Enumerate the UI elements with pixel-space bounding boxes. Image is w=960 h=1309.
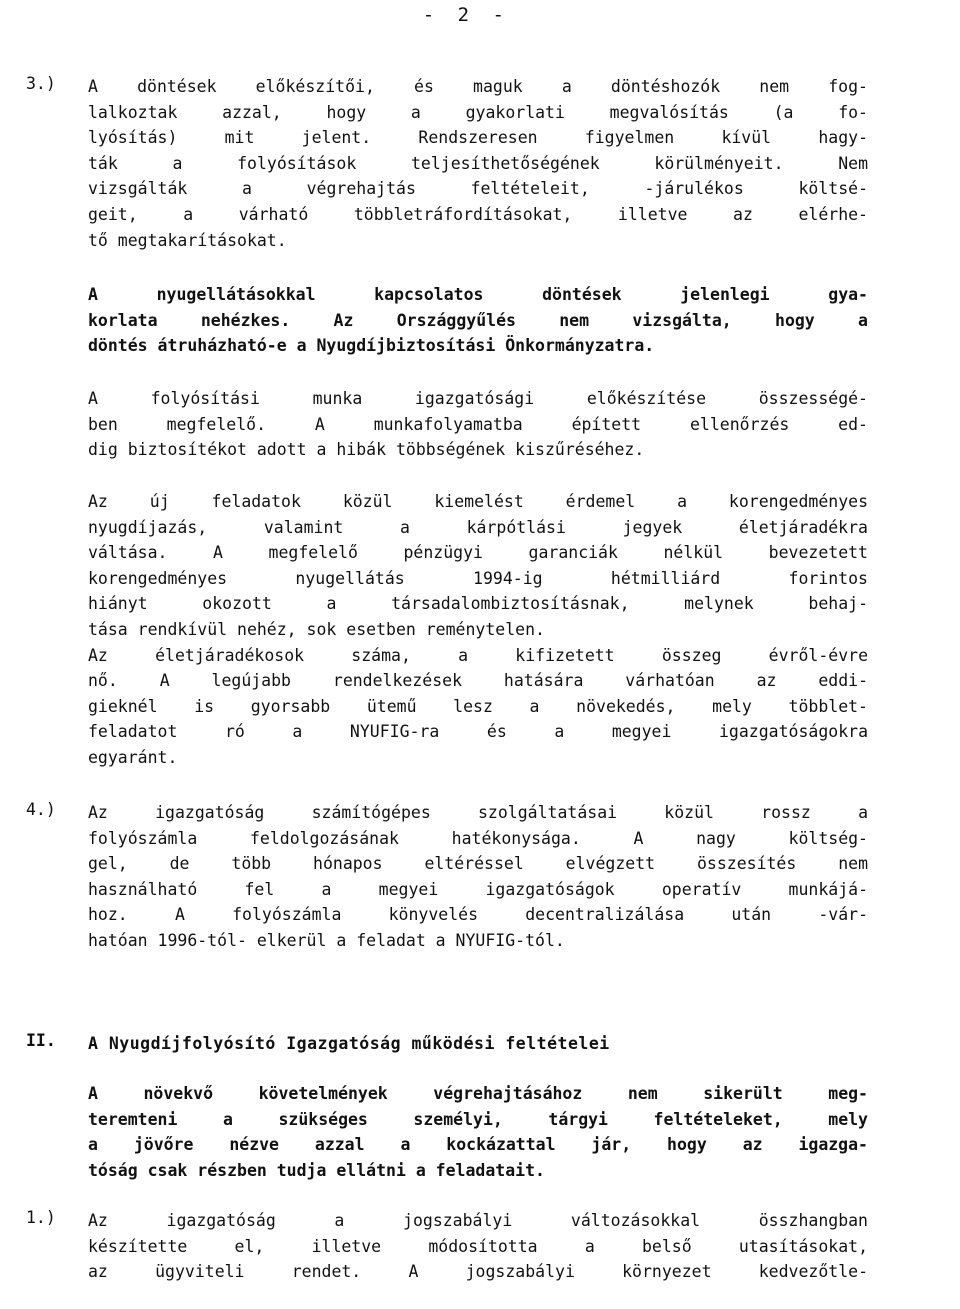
text-line: A növekvő követelmények végrehajtásához nem sikerült meg- [88, 1084, 868, 1103]
text-line: nő. A legújabb rendelkezések hatására várhatóan az eddi- [88, 671, 868, 691]
item-4-paragraph-1 [88, 800, 868, 954]
text-line: hatóan 1996-tól- elkerül a feladat a NYUFIG-tól. [88, 930, 565, 950]
text-line: a jövőre nézve azzal a kockázattal jár, hogy az igazga- [88, 1135, 868, 1155]
text-line: gel, de több hónapos eltéréssel elvégzett összesítés nem [88, 854, 868, 874]
text-line: tő megtakarításokat. [88, 230, 287, 250]
text-line: Az igazgatóság a jogszabályi változásokkal összhangban [88, 1211, 868, 1230]
text-line: Az igazgatóság számítógépes szolgáltatásai közül rossz a [88, 803, 868, 822]
text-line: hoz. A folyószámla könyvelés decentralizálása után -vár- [88, 905, 868, 925]
item-3-paragraph-1 [88, 74, 868, 253]
text-line: gieknél is gyorsabb ütemű lesz a növekedés, mely többlet- [88, 696, 868, 716]
page-number: - 2 - [422, 4, 510, 26]
text-line: váltása. A megfelelő pénzügyi garanciák nélkül bevezetett [88, 543, 868, 563]
text-line: Az új feladatok közül kiemelést érdemel a korengedményes [88, 492, 868, 511]
text-line: feladatot ró a NYUFIG-ra és a megyei igazgatóságokra [88, 722, 868, 742]
text-line: használható fel a megyei igazgatóságok operatív munkájá- [88, 879, 868, 899]
item-3-paragraph-3 [88, 386, 868, 463]
text-line: az ügyviteli rendet. A jogszabályi környezet kedvezőtle- [88, 1262, 868, 1282]
text-line: döntés átruházható-e a Nyugdíjbiztosítási Önkormányzatra. [88, 336, 655, 356]
item-1-paragraph-1 [88, 1208, 868, 1285]
item-3-paragraph-2 [88, 282, 868, 359]
text-line: A folyósítási munka igazgatósági előkészítése összességé- [88, 389, 868, 408]
text-line: hiányt okozott a társadalombiztosításnak, melynek behaj- [88, 594, 868, 614]
chapter-2-heading-block [88, 1031, 868, 1057]
chapter-2-heading: A Nyugdíjfolyósító Igazgatóság működési feltételei [88, 1034, 610, 1053]
text-line: Az életjáradékosok száma, a kifizetett összeg évről-évre [88, 645, 868, 665]
text-line: készítette el, illetve módosította a belső utasításokat, [88, 1236, 868, 1256]
text-line: ben megfelelő. A munkafolyamatba épített ellenőrzés ed- [88, 414, 868, 434]
text-line: tóság csak részben tudja ellátni a feladatait. [88, 1160, 545, 1180]
text-line: lyósítás) mit jelent. Rendszeresen figyelmen kívül hagy- [88, 128, 868, 148]
text-line: geit, a várható többletráfordításokat, illetve az elérhe- [88, 204, 868, 224]
chapter-2-paragraph-1 [88, 1081, 868, 1183]
text-line: korengedményes nyugellátás 1994-ig hétmilliárd forintos [88, 568, 868, 588]
text-line: dig biztosítékot adott a hibák többségének kiszűréséhez. [88, 440, 645, 460]
item-3-marker: 3.) [26, 74, 56, 93]
text-line: egyaránt. [88, 747, 178, 767]
text-line: korlata nehézkes. Az Országgyűlés nem vizsgálta, hogy a [88, 310, 868, 330]
text-line: teremteni a szükséges személyi, tárgyi feltételeket, mely [88, 1109, 868, 1129]
chapter-2-marker: II. [26, 1031, 56, 1050]
text-line: lalkoztak azzal, hogy a gyakorlati megvalósítás (a fo- [88, 102, 868, 122]
text-line: tása rendkívül nehéz, sok esetben reménytelen. [88, 619, 545, 639]
item-1-marker: 1.) [26, 1208, 56, 1227]
item-3-paragraph-4 [88, 489, 868, 771]
text-line: vizsgálták a végrehajtás feltételeit, -járulékos költsé- [88, 179, 868, 199]
text-line: nyugdíjazás, valamint a kárpótlási jegyek életjáradékra [88, 517, 868, 537]
text-line: ták a folyósítások teljesíthetőségének körülményeit. Nem [88, 153, 868, 173]
text-line: folyószámla feldolgozásának hatékonysága. A nagy költség- [88, 828, 868, 848]
text-line: A döntések előkészítői, és maguk a döntéshozók nem fog- [88, 77, 868, 96]
item-4-marker: 4.) [26, 800, 56, 819]
text-line: A nyugellátásokkal kapcsolatos döntések jelenlegi gya- [88, 285, 868, 304]
